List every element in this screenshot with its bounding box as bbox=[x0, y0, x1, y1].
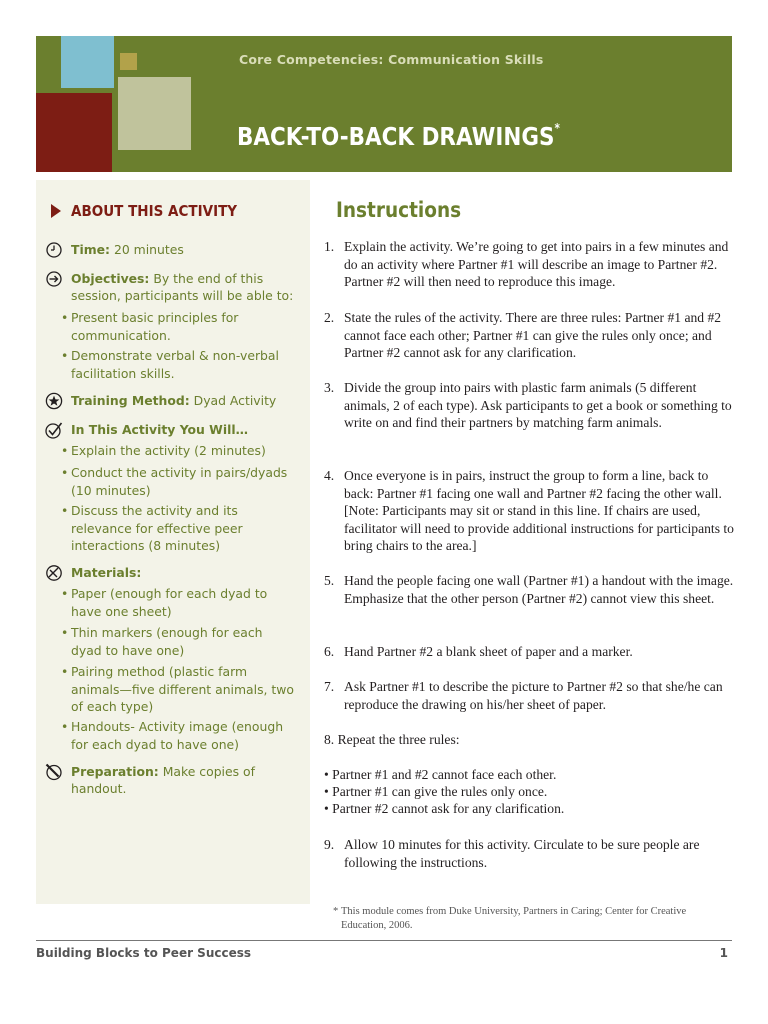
triangle-bullet-icon bbox=[51, 204, 61, 218]
title-footnote-marker: * bbox=[554, 120, 560, 135]
instruction-step: 6. Hand Partner #2 a blank sheet of paper and a marker. bbox=[324, 644, 633, 659]
footnote-marker: * bbox=[333, 906, 339, 917]
page-title bbox=[237, 122, 560, 151]
header-kicker: Core Competencies: Communication Skills bbox=[239, 52, 544, 67]
objective-item: • Demonstrate verbal & non-verbal facilitation skills. bbox=[61, 348, 279, 381]
clock-icon bbox=[45, 241, 63, 259]
rule-item: • Partner #1 can give the rules only once. bbox=[324, 784, 548, 799]
decorative-block-beige bbox=[118, 77, 191, 150]
decorative-block-red bbox=[36, 93, 112, 172]
materials-item: • Paper (enough for each dyad to have one sheet) bbox=[61, 586, 268, 619]
star-circle-icon bbox=[45, 392, 63, 410]
preparation-value: Make copies of handout. bbox=[71, 764, 255, 796]
about-heading-label: ABOUT THIS ACTIVITY bbox=[71, 202, 238, 220]
rule-item: • Partner #2 cannot ask for any clarification. bbox=[324, 801, 565, 816]
activity-step-item: • Conduct the activity in pairs/dyads (10 minutes) bbox=[61, 465, 288, 498]
instruction-step: 5. Hand the people facing one wall (Partner #1) a handout with the image. Emphasize that the other person (Partner #2) cannot view this sheet. bbox=[324, 573, 734, 606]
footnote-text: This module comes from Duke University, Partners in Caring; Center for Creative Education, 2006. bbox=[341, 906, 687, 931]
activity-steps-label: In This Activity You Will… bbox=[71, 422, 248, 437]
materials-icon bbox=[45, 564, 63, 582]
time-value: 20 minutes bbox=[113, 242, 184, 257]
arrow-circle-icon bbox=[45, 270, 63, 288]
about-heading bbox=[51, 202, 256, 220]
training-method-label: Training Method: bbox=[71, 393, 190, 408]
about-sidebar bbox=[36, 180, 310, 904]
instruction-step: 2. State the rules of the activity. There are three rules: Partner #1 and #2 cannot face each other; Partner #1 can give the rules only once; and Partner #2 cannot ask for any clarification. bbox=[324, 310, 722, 360]
footer-series-title: Building Blocks to Peer Success bbox=[36, 946, 252, 960]
materials-label: Materials: bbox=[71, 565, 142, 580]
footer-divider bbox=[36, 940, 732, 941]
materials-item: • Thin markers (enough for each dyad to have one) bbox=[61, 625, 263, 658]
materials-item: • Handouts- Activity image (enough for each dyad to have one) bbox=[61, 719, 284, 752]
rule-item: • Partner #1 and #2 cannot face each other. bbox=[324, 767, 557, 782]
page-number: 1 bbox=[719, 946, 728, 960]
instruction-step: 3. Divide the group into pairs with plastic farm animals (5 different animals, 2 of each type). Ask participants to get a book or something to write on and find their partners by matching farm animals. bbox=[324, 380, 732, 430]
decorative-block-teal bbox=[61, 36, 114, 88]
page-title-text: BACK-TO-BACK DRAWINGS bbox=[237, 122, 555, 151]
instruction-step: 7. Ask Partner #1 to describe the picture to Partner #2 so that she/he can reproduce the drawing on his/her sheet of paper. bbox=[324, 679, 723, 712]
training-method-value: Dyad Activity bbox=[193, 393, 277, 408]
objectives-intro: By the end of this session, participants will be able to: bbox=[71, 271, 294, 303]
instruction-step: 9. Allow 10 minutes for this activity. Circulate to be sure people are following the instructions. bbox=[324, 837, 700, 870]
instruction-step: 4. Once everyone is in pairs, instruct the group to form a line, back to back: Partner #1 facing one wall and Partner #2 facing the other wall. [Note: Participants may sit or stand in this line. If chairs are used, facilitator will need to provide additional instructions for participants to bring chairs to the area.] bbox=[324, 468, 734, 553]
time-label: Time: bbox=[71, 242, 110, 257]
activity-step-item: • Explain the activity (2 minutes) bbox=[61, 443, 266, 458]
instructions-heading: Instructions bbox=[336, 198, 462, 222]
materials-item: • Pairing method (plastic farm animals—five different animals, two of each type) bbox=[61, 664, 295, 714]
header-banner bbox=[36, 36, 732, 172]
preparation-label: Preparation: bbox=[71, 764, 159, 779]
checkmark-circle-icon bbox=[45, 421, 63, 439]
instruction-step: 1. Explain the activity. We’re going to get into pairs in a few minutes and do an activity where Partner #1 will describe an image to Partner #2. Partner #2 will then need to reproduce this image. bbox=[324, 239, 729, 289]
footnote bbox=[333, 905, 723, 933]
objective-item: • Present basic principles for communication. bbox=[61, 310, 239, 343]
pencil-circle-icon bbox=[45, 763, 63, 781]
activity-step-item: • Discuss the activity and its relevance for effective peer interactions (8 minutes) bbox=[61, 503, 243, 553]
step-8-text: 8. Repeat the three rules: bbox=[324, 732, 460, 747]
decorative-block-gold bbox=[120, 53, 137, 70]
objectives-label: Objectives: bbox=[71, 271, 150, 286]
